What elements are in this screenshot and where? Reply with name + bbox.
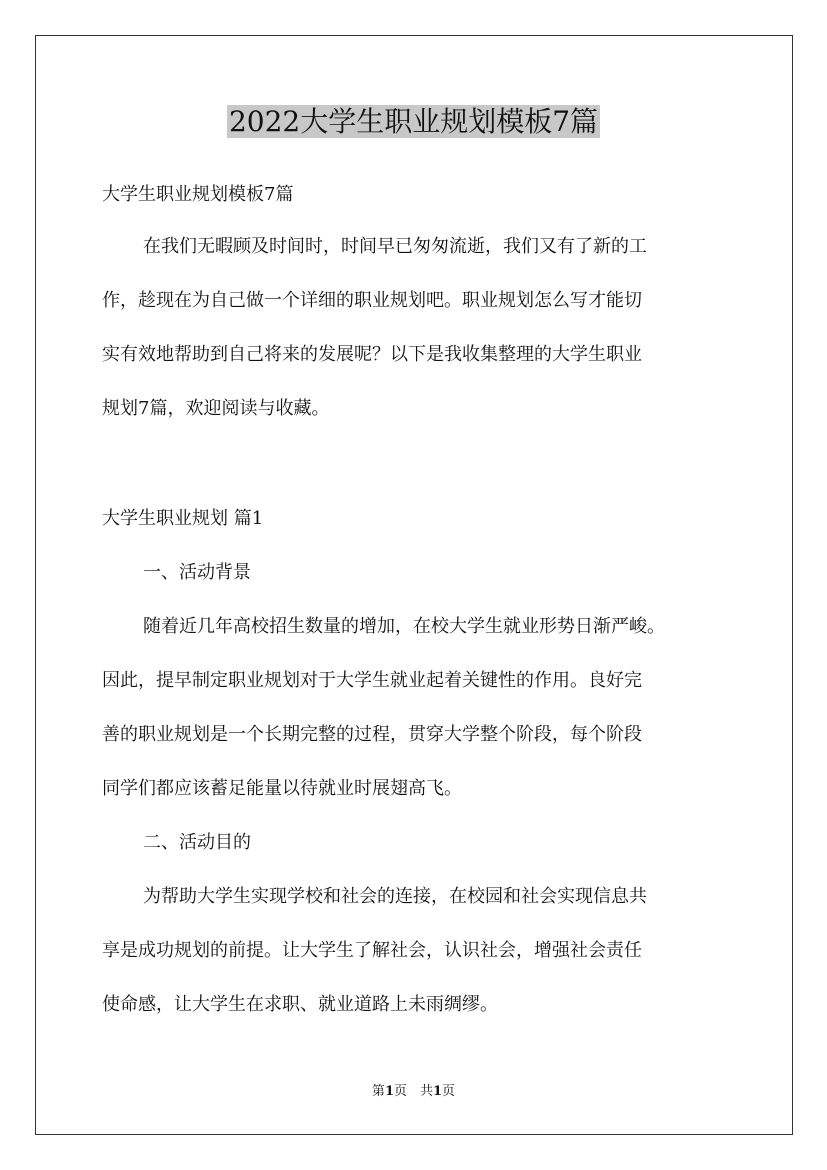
footer-page-prefix: 第	[371, 1084, 385, 1099]
intro-line-3: 实有效地帮助到自己将来的发展呢？以下是我收集整理的大学生职业	[102, 344, 642, 365]
page-footer	[0, 1083, 827, 1101]
part2-heading: 二、活动目的	[143, 832, 251, 853]
document-title-text: 2022大学生职业规划模板7篇	[228, 105, 599, 138]
document-subtitle: 大学生职业规划模板7篇	[102, 184, 294, 205]
part1-line-4: 同学们都应该蓄足能量以待就业时展翅高飞。	[102, 778, 462, 799]
document-title	[0, 102, 827, 142]
intro-line-2: 作，趁现在为自己做一个详细的职业规划吧。职业规划怎么写才能切	[102, 290, 642, 311]
intro-line-4: 规划7篇，欢迎阅读与收藏。	[102, 398, 330, 419]
part1-heading: 一、活动背景	[143, 562, 251, 583]
part1-line-1: 随着近几年高校招生数量的增加，在校大学生就业形势日渐严峻。	[143, 616, 665, 637]
footer-page-mid: 页 共	[393, 1084, 433, 1099]
part2-line-2: 享是成功规划的前提。让大学生了解社会，认识社会，增强社会责任	[102, 940, 642, 961]
part2-line-3: 使命感，让大学生在求职、就业道路上未雨绸缪。	[102, 994, 498, 1015]
intro-line-1: 在我们无暇顾及时间时，时间早已匆匆流逝，我们又有了新的工	[143, 236, 647, 257]
part1-line-3: 善的职业规划是一个长期完整的过程，贯穿大学整个阶段，每个阶段	[102, 724, 642, 745]
part1-line-2: 因此，提早制定职业规划对于大学生就业起着关键性的作用。良好完	[102, 670, 642, 691]
footer-page-total: 1	[433, 1084, 443, 1099]
footer-page-suffix: 页	[442, 1084, 456, 1099]
part2-line-1: 为帮助大学生实现学校和社会的连接，在校园和社会实现信息共	[143, 886, 647, 907]
footer-page-current: 1	[384, 1084, 394, 1099]
section-heading: 大学生职业规划 篇1	[102, 508, 264, 529]
